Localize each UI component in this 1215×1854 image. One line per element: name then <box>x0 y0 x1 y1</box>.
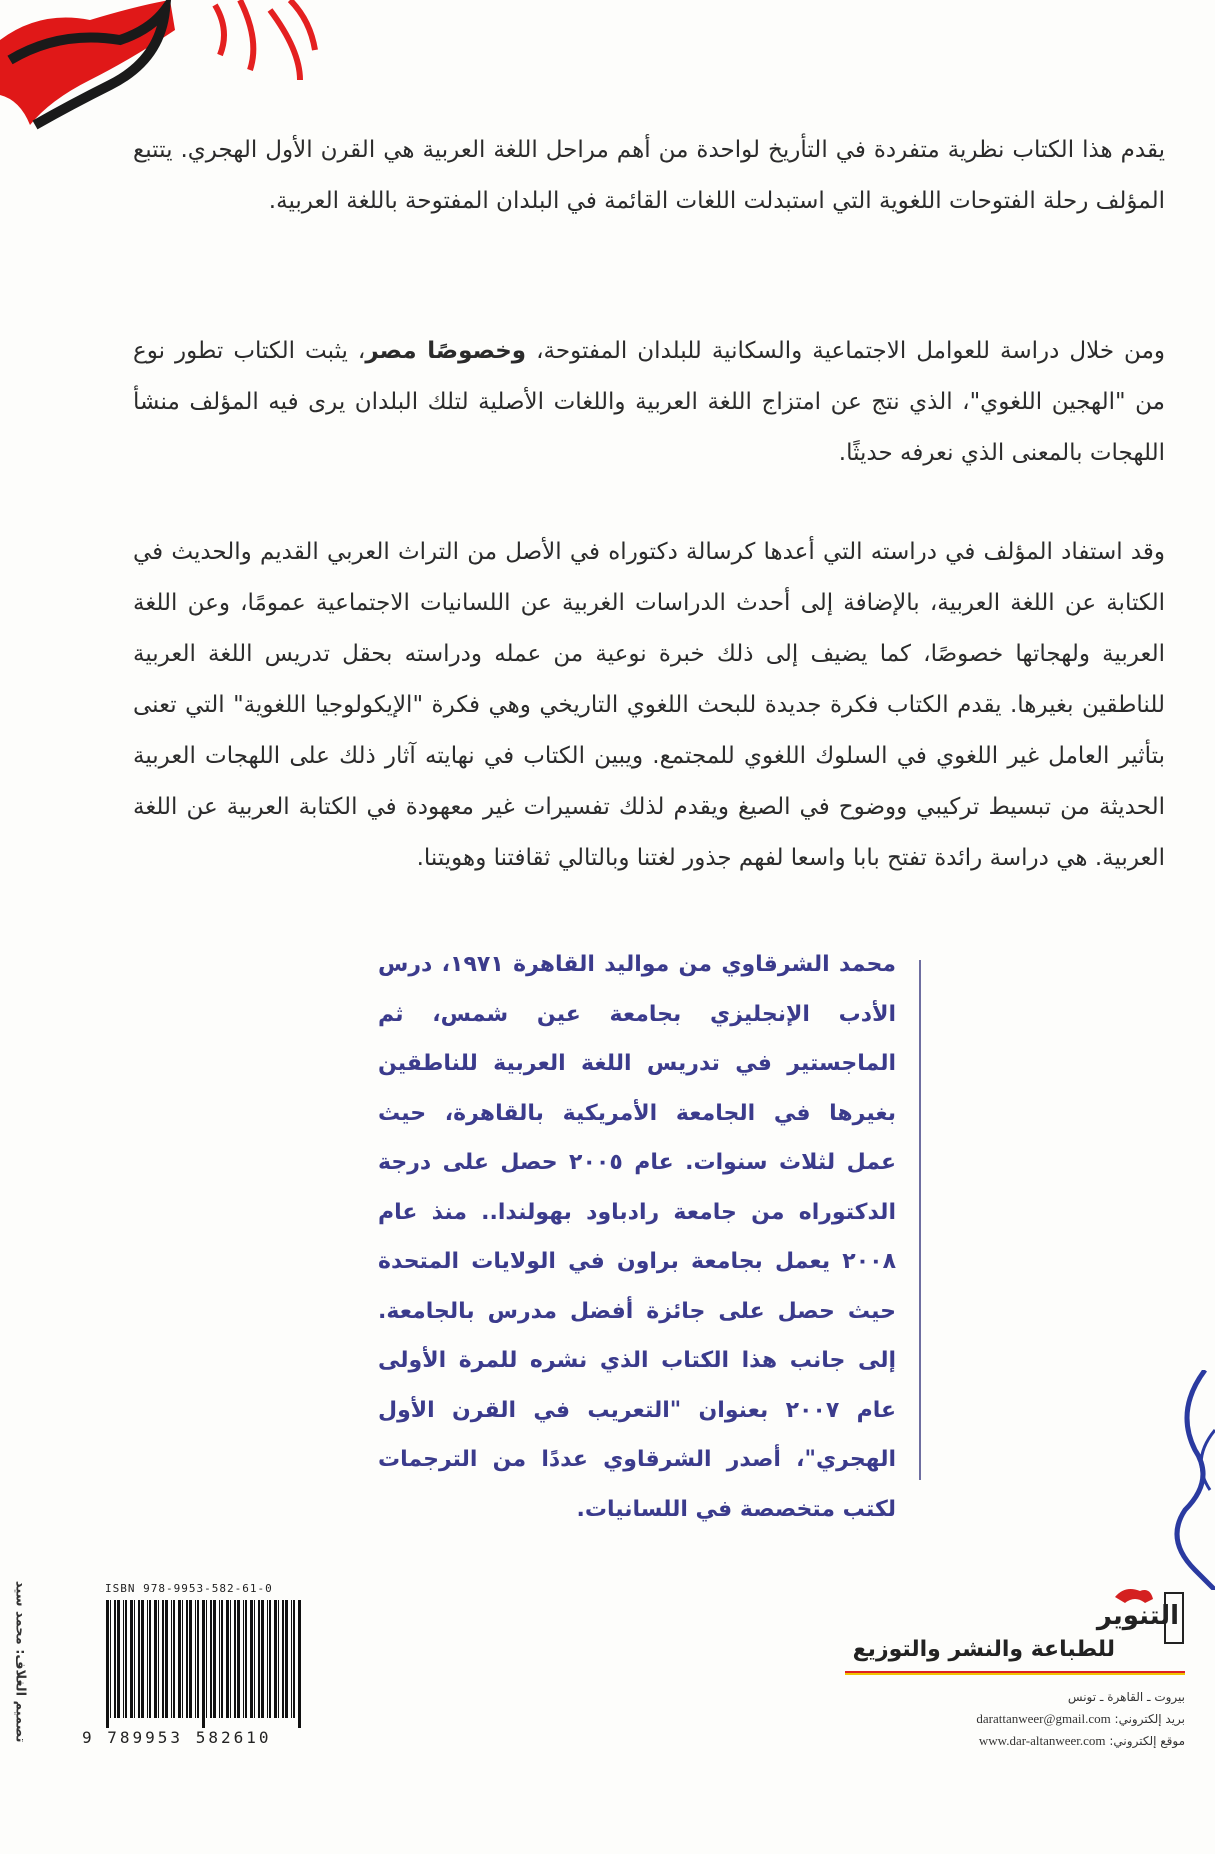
barcode-bar <box>149 1600 151 1718</box>
barcode-bar <box>206 1600 207 1718</box>
barcode-bar <box>213 1600 216 1718</box>
barcode-bar <box>106 1600 109 1728</box>
barcode-bar <box>278 1600 279 1718</box>
barcode-bar <box>243 1600 244 1718</box>
barcode-bar <box>189 1600 192 1718</box>
barcode-bar <box>182 1600 183 1718</box>
author-bio: محمد الشرقاوي من مواليد القاهرة ١٩٧١، درس الأدب الإنجليزي بجامعة عين شمس، ثم الماجستير في تدريس اللغة العربية للناطقين بغيرها في الجامعة الأمريكية بالقاهرة، حيث عمل لثلاث سنوات. عام ٢٠٠٥ حصل على درجة الدكتوراه من جامعة رادباود بهولندا.. منذ عام ٢٠٠٨ يعمل بجامعة براون في الولايات المتحدة حيث حصل على جائزة أفضل مدرس بالجامعة. إلى جانب هذا الكتاب الذي نشره للمرة الأولى عام ٢٠٠٧ بعنوان "التعريب في القرن الأول الهجري"، أصدر الشرقاوي عددًا من الترجمات لكتب متخصصة في اللسانيات. <box>378 952 896 1522</box>
barcode-bar <box>123 1600 124 1718</box>
bold-emphasis: وخصوصًا مصر <box>365 338 527 364</box>
barcode-bar <box>141 1600 144 1718</box>
description-paragraph-1 <box>133 125 1165 227</box>
isbn-text: ISBN 978-9953-582-61-0 <box>105 1582 273 1595</box>
barcode-bar <box>269 1600 271 1718</box>
text-span: ومن خلال دراسة للعوامل الاجتماعية والسكانية للبلدان المفتوحة، <box>526 338 1165 364</box>
cover-designer-credit: تصميم الغلاف: محمد سيد <box>12 1580 28 1743</box>
barcode-bar <box>230 1600 231 1718</box>
barcode-bar <box>197 1600 199 1718</box>
email-link[interactable]: darattanweer@gmail.com <box>976 1711 1111 1726</box>
barcode-bar <box>282 1600 284 1718</box>
barcode-bar <box>178 1600 181 1718</box>
barcode-bar <box>138 1600 140 1718</box>
barcode <box>106 1600 302 1728</box>
paragraph-text: وقد استفاد المؤلف في دراسته التي أعدها كرسالة دكتوراه في الأصل من التراث العربي القديم والحديث في الكتابة عن اللغة العربية، بالإضافة إلى أحدث الدراسات الغربية عن اللسانيات الاجتماعية عمومًا، وعن اللغة العربية ولهجاتها خصوصًا، كما يضيف إلى ذلك خبرة نوعية من عمله ودراسته بحقل تدريس اللغة العربية للناطقين بغيرها. يقدم الكتاب فكرة جديدة للبحث اللغوي التاريخي وهي فكرة "الإيكولوجيا اللغوية" التي تعنى بتأثير العامل غير اللغوي في السلوك اللغوي للمجتمع. ويبين الكتاب في نهايته آثار ذلك على اللهجات العربية الحديثة من تبسيط تركيبي ووضوح في الصيغ ويقدم لذلك تفسيرات غير معهودة في الكتابة العربية عن اللغة العربية. هي دراسة رائدة تفتح بابا واسعا لفهم جذور لغتنا وبالتالي ثقافتنا وهويتنا. <box>133 539 1165 871</box>
barcode-bar <box>125 1600 127 1718</box>
barcode-bar <box>245 1600 247 1718</box>
barcode-bar <box>291 1600 292 1718</box>
barcode-bar <box>171 1600 172 1718</box>
barcode-bar <box>285 1600 288 1718</box>
publisher-logo-text: التنوير <box>1096 1601 1179 1631</box>
bio-divider <box>919 960 921 1480</box>
barcode-bar <box>293 1600 295 1718</box>
barcode-bar <box>195 1600 196 1718</box>
barcode-bar <box>158 1600 159 1718</box>
barcode-bar <box>130 1600 133 1718</box>
barcode-bar <box>267 1600 268 1718</box>
calligraphy-decoration <box>0 0 330 130</box>
barcode-bar <box>219 1600 220 1718</box>
description-paragraph-2 <box>133 326 1165 479</box>
barcode-bar <box>274 1600 277 1718</box>
barcode-bar <box>110 1600 111 1718</box>
email-label: بريد إلكتروني: <box>1114 1712 1185 1726</box>
barcode-bar <box>186 1600 188 1718</box>
barcode-bar <box>226 1600 229 1718</box>
barcode-bar <box>254 1600 255 1718</box>
barcode-bar <box>154 1600 157 1718</box>
text-span: ، يثبت الكتاب تطور نوع من "الهجين اللغوي"، الذي نتج عن امتزاج اللغة العربية واللغات الأصلية لتلك البلدان يرى فيه المؤلف منشأ اللهجات بالمعنى الذي نعرفه حديثًا. <box>133 338 1165 466</box>
barcode-bar <box>250 1600 253 1718</box>
barcode-bar <box>298 1600 301 1728</box>
publisher-info <box>976 1687 1185 1752</box>
barcode-bar <box>165 1600 168 1718</box>
description-paragraph-3 <box>133 527 1165 884</box>
barcode-bar <box>210 1600 212 1718</box>
publisher-name: للطباعة والنشر والتوزيع <box>852 1637 1115 1662</box>
publisher-underline <box>845 1671 1185 1675</box>
website-label: موقع إلكتروني: <box>1109 1734 1185 1748</box>
barcode-bar <box>237 1600 240 1718</box>
barcode-bar <box>162 1600 164 1718</box>
barcode-bar <box>234 1600 236 1718</box>
barcode-bar <box>117 1600 120 1718</box>
barcode-bar <box>261 1600 264 1718</box>
calligraphy-decoration-right <box>1165 1370 1215 1590</box>
barcode-bar <box>134 1600 135 1718</box>
barcode-bar <box>202 1600 205 1728</box>
website-link[interactable]: www.dar-altanweer.com <box>978 1733 1106 1748</box>
barcode-bar <box>258 1600 260 1718</box>
barcode-bar <box>114 1600 116 1718</box>
barcode-bar <box>221 1600 223 1718</box>
barcode-number: 9 789953 582610 <box>82 1728 272 1747</box>
paragraph-text: يقدم هذا الكتاب نظرية متفردة في التأريخ لواحدة من أهم مراحل اللغة العربية هي القرن الأول الهجري. يتتبع المؤلف رحلة الفتوحات اللغوية التي استبدلت اللغات القائمة في البلدان المفتوحة باللغة العربية. <box>133 137 1165 214</box>
barcode-bar <box>147 1600 148 1718</box>
publisher-cities: بيروت ـ القاهرة ـ تونس <box>1067 1690 1185 1704</box>
paragraph-text <box>133 326 1165 479</box>
barcode-bar <box>173 1600 175 1718</box>
